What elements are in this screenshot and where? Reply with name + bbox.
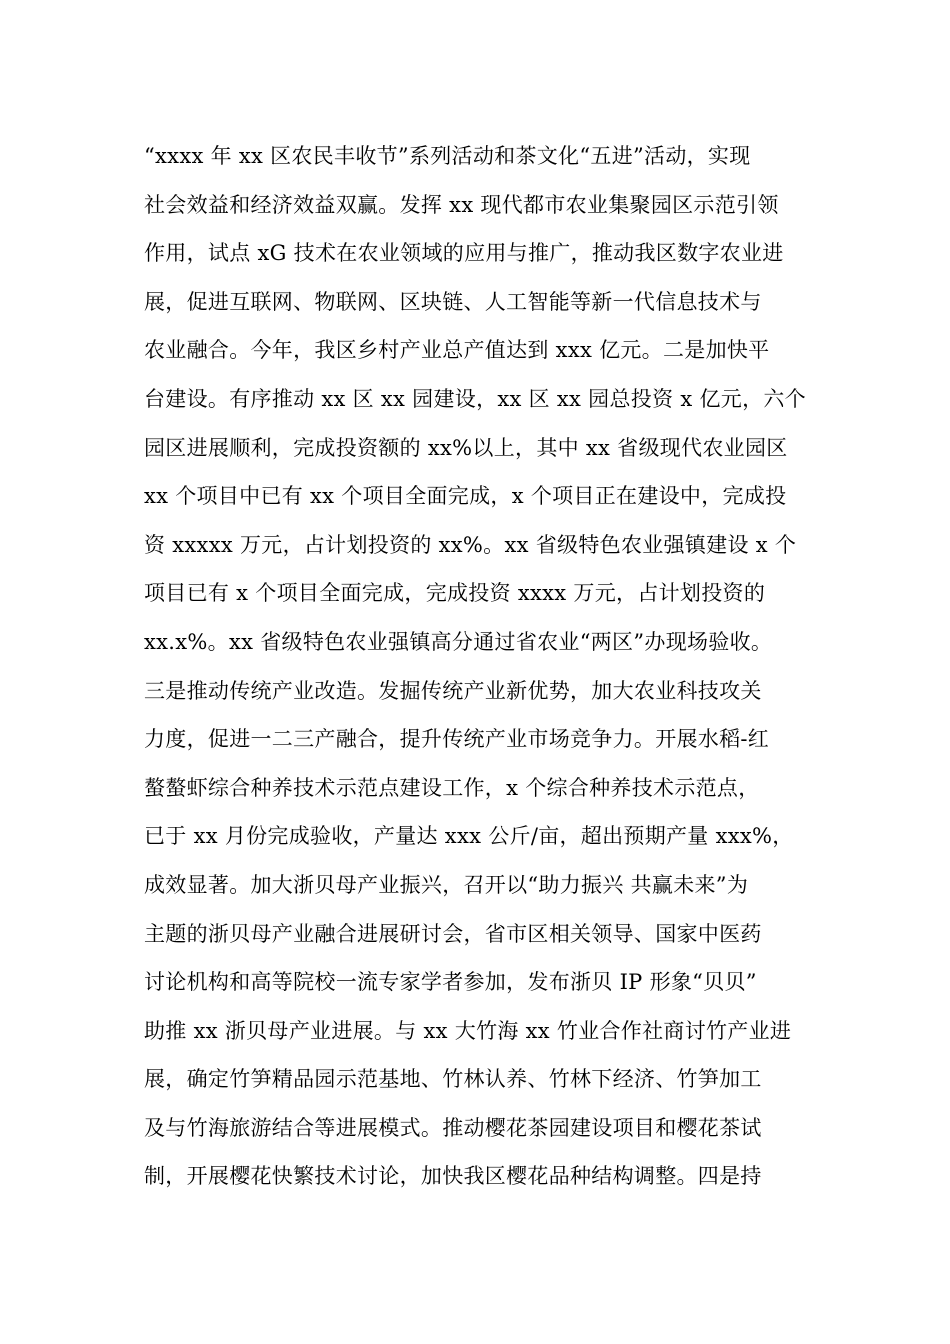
text-line: 三是推动传统产业改造。发掘传统产业新优势，加大农业科技攻关	[144, 678, 762, 703]
text-line: “xxxx 年 xx 区农民丰收节”系列活动和茶文化“五进”活动，实现	[144, 144, 751, 168]
text-line: 台建设。有序推动 xx 区 xx 园建设，xx 区 xx 园总投资 x 亿元，六个	[144, 386, 806, 411]
text-line: 已于 xx 月份完成验收，产量达 xxx 公斤/亩，超出预期产量 xxx%，	[144, 824, 794, 849]
text-line: 农业融合。今年，我区乡村产业总产值达到 xxx 亿元。二是加快平	[144, 338, 770, 363]
text-line: 成效显著。加大浙贝母产业振兴，召开以“助力振兴 共赢未来”为	[144, 872, 749, 897]
text-line: 制，开展樱花快繁技术讨论，加快我区樱花品种结构调整。四是持	[144, 1164, 762, 1189]
text-line: 社会效益和经济效益双赢。发挥 xx 现代都市农业集聚园区示范引领	[144, 192, 779, 217]
text-line: 园区进展顺利，完成投资额的 xx%以上，其中 xx 省级现代农业园区	[144, 435, 788, 460]
text-line: 展，促进互联网、物联网、区块链、人工智能等新一代信息技术与	[144, 289, 762, 314]
text-line: 资 xxxxx 万元，占计划投资的 xx%。xx 省级特色农业强镇建设 x 个	[144, 532, 797, 557]
text-line: 助推 xx 浙贝母产业进展。与 xx 大竹海 xx 竹业合作社商讨竹产业进	[144, 1018, 792, 1043]
text-line: 螯螯虾综合种养技术示范点建设工作，x 个综合种养技术示范点，	[144, 775, 760, 800]
text-line: 及与竹海旅游结合等进展模式。推动樱花茶园建设项目和樱花茶试	[144, 1115, 762, 1140]
text-line: xx 个项目中已有 xx 个项目全面完成，x 个项目正在建设中，完成投	[144, 484, 787, 509]
text-line: 作用，试点 xG 技术在农业领域的应用与推广，推动我区数字农业进	[144, 241, 784, 266]
body-paragraph	[144, 132, 844, 1201]
text-line: xx.x%。xx 省级特色农业强镇高分通过省农业“两区”办现场验收。	[144, 629, 773, 654]
text-line: 展，确定竹笋精品园示范基地、竹林认养、竹林下经济、竹笋加工	[144, 1067, 762, 1092]
text-line: 主题的浙贝母产业融合进展研讨会，省市区相关领导、国家中医药	[144, 921, 762, 946]
text-line: 力度，促进一二三产融合，提升传统产业市场竞争力。开展水稻-红	[144, 727, 770, 752]
text-line: 项目已有 x 个项目全面完成，完成投资 xxxx 万元，占计划投资的	[144, 581, 766, 606]
text-line: 讨论机构和高等院校一流专家学者参加，发布浙贝 IP 形象“贝贝”	[144, 970, 757, 995]
